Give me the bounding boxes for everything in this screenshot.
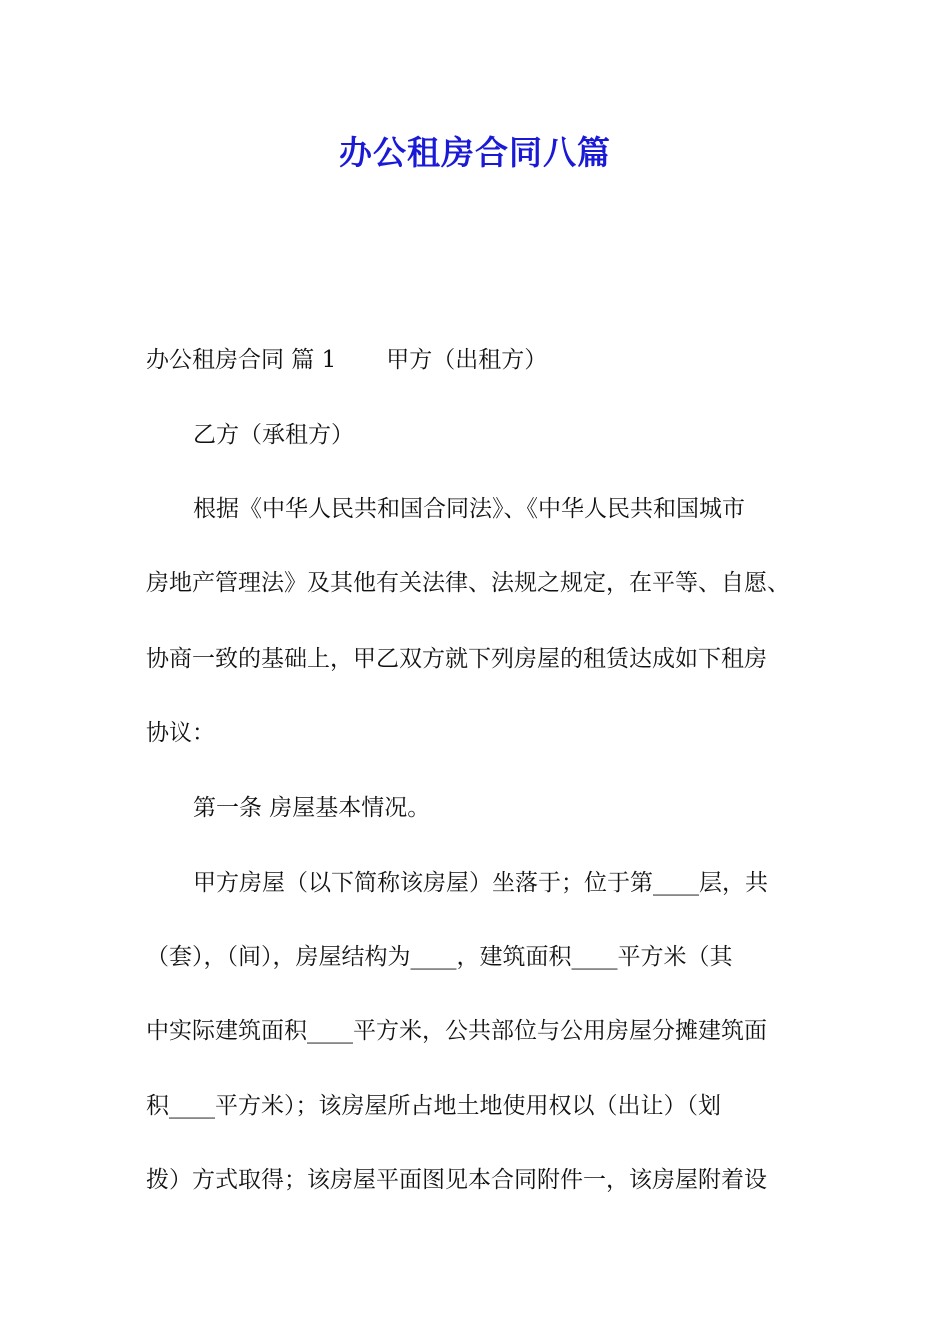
paragraph-line: 甲方房屋（以下简称该房屋）坐落于；位于第____层，共 [193,870,768,896]
paragraph-line: 协议： [146,720,215,746]
article-heading: 第一条 房屋基本情况。 [193,795,431,821]
section-heading-line [146,342,547,378]
paragraph-line: 拨）方式取得；该房屋平面图见本合同附件一，该房屋附着设 [146,1167,767,1193]
paragraph-line: 房地产管理法》及其他有关法律、法规之规定，在平等、自愿、 [146,570,790,596]
paragraph-line: （套），（间），房屋结构为____，建筑面积____平方米（其 [146,944,733,970]
document-title: 办公租房合同八篇 [339,133,611,172]
section-label: 办公租房合同 篇 1 [146,347,337,373]
party-a-label: 甲方（出租方） [386,347,548,373]
paragraph-line: 积____平方米）；该房屋所占地土地使用权以（出让）（划 [146,1093,721,1119]
paragraph-line: 根据《中华人民共和国合同法》、《中华人民共和国城市 [193,496,745,522]
paragraph-line: 中实际建筑面积____平方米，公共部位与公用房屋分摊建筑面 [146,1018,767,1044]
party-b-label: 乙方（承租方） [193,422,354,448]
paragraph-line: 协商一致的基础上，甲乙双方就下列房屋的租赁达成如下租房 [146,646,767,672]
